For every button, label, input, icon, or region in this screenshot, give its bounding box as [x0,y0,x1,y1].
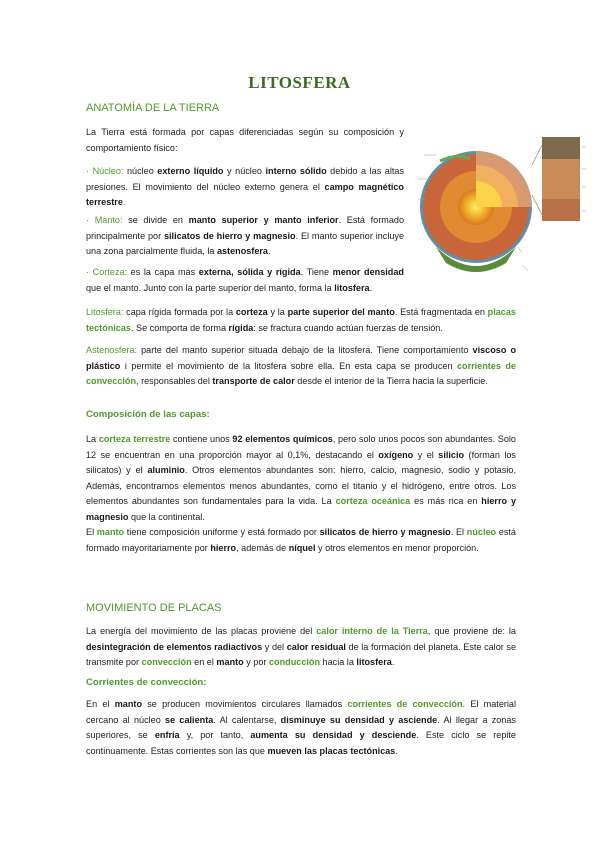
earth-layers-figure [418,135,596,285]
paragraph-movimiento: La energía del movimiento de las placas proviene del calor interno de la Tierra, que proviene de: la desintegración de elementos radiactivos y del calor residual de la formación del planeta. Este calor se transmite por convección en el manto y por conducción hacia la litosfera. [86,626,517,668]
page-title: LITOSFERA [248,73,351,92]
paragraph-corteza: · Corteza: es la capa más externa, sólida y rígida. Tiene menor densidad que el manto. Junto con la parte superior del manto, forma la litosfera. [86,267,404,293]
intro-paragraph: La Tierra está formada por capas diferenciadas según su composición y comportamiento físico: [86,127,404,153]
paragraph-astenosfera: Astenosfera: parte del manto superior situada debajo de la litosfera. Tiene comportamiento viscoso o plástico i permite el movimiento de la litosfera sobre ella. En esta capa se producen corrientes de convección, responsables del transporte de calor desde el interior de la Tierra hacia la superficie. [86,345,517,387]
earth-sphere [420,151,532,272]
paragraph-manto: · Manto: se divide en manto superior y manto inferior. Está formado principalmente por silicatos de hierro y magnesio. El manto superior incluye una zona parcialmente fluida, la astenosfera. [86,215,405,257]
subheading-corrientes: Corrientes de convección: [86,677,207,688]
paragraph-composicion-manto-nucleo: El manto tiene composición uniforme y está formado por silicatos de hierro y magnesio. El núcleo está formado mayoritariamente por hierro, además de níquel y otros elementos en menor proporción. [86,527,516,553]
paragraph-nucleo: · Núcleo: núcleo externo líquido y núcleo interno sólido debido a las altas presiones. El movimiento del núcleo externo genera el campo magnético terrestre. [86,166,404,208]
crust-detail-block [532,137,580,221]
section-heading-movimiento: MOVIMIENTO DE PLACAS [86,602,222,614]
paragraph-litosfera: Litosfera: capa rígida formada por la corteza y la parte superior del manto. Está fragmentada en placas tectónicas. Se comporta de forma rígida: se fractura cuando actúan fuerzas de tensión. [86,307,516,333]
section-heading-anatomia: ANATOMÍA DE LA TIERRA [86,102,220,114]
paragraph-corrientes: En el manto se producen movimientos circulares llamados corrientes de convección. El material cercano al núcleo se calienta. Al calentarse, disminuye su densidad y asciende. Al llegar a zonas superiores, se enfría y, por tanto, aumenta su densidad y desciende. Este ciclo se repite continuamente. Estas corrientes son las que mueven las placas tectónicas. [86,699,517,756]
paragraph-composicion-corteza: La corteza terrestre contiene unos 92 elementos químicos, pero solo unos pocos son abundantes. Solo 12 se encuentran en una proporción mayor al 0,1%, destacando el oxígeno y el silicio (forman los silicatos) y el aluminio. Otros elementos abundantes son: hierro, calcio, magnesio, sodio y potasio. Además, encontramos elementos menos abundantes, como el titanio y el hidrógeno, entre otros. Los elementos abundantes son fundamentales para la vida. La corteza oceánica es más rica en hierro y magnesio que la continental. [86,434,517,522]
subheading-composicion: Composición de las capas: [86,409,210,420]
